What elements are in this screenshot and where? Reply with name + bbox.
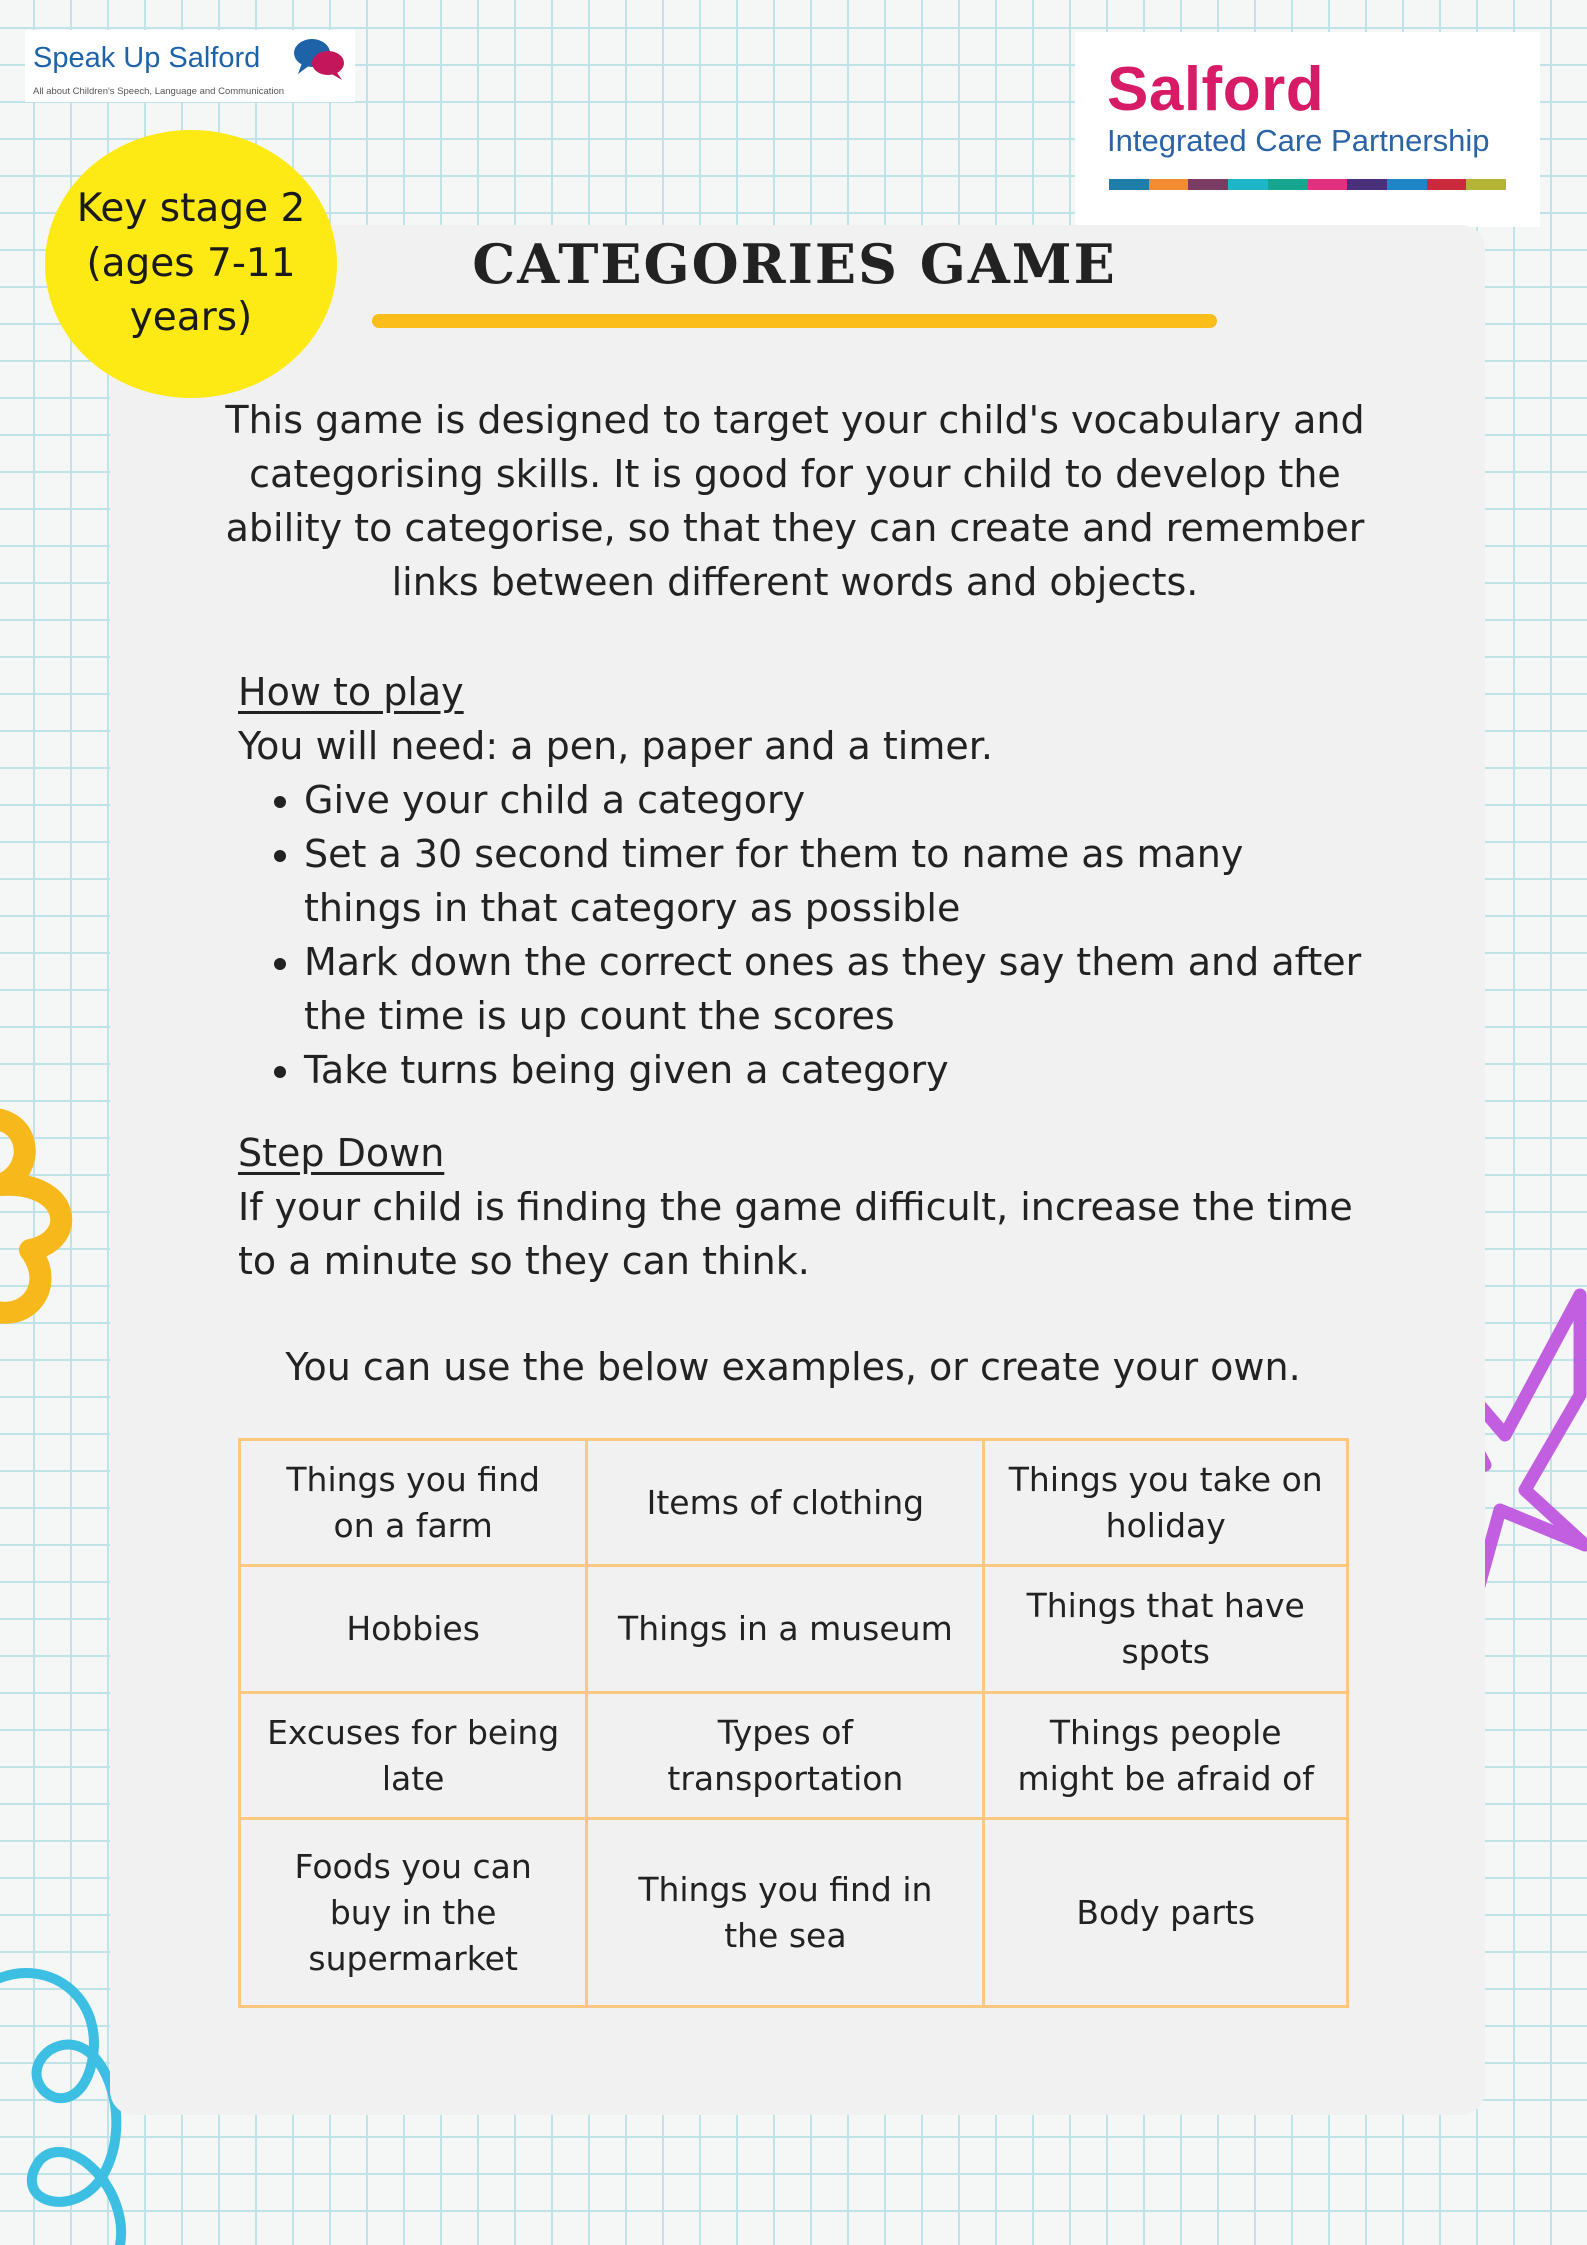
list-item: • Set a 30 second timer for them to name as many things in that category as possible — [304, 827, 1368, 935]
table-cell: Items of clothing — [587, 1440, 984, 1566]
materials-needed: You will need: a pen, paper and a timer. — [238, 724, 993, 768]
table-cell: Things that have spots — [984, 1566, 1348, 1692]
badge-line-2: (ages 7-11 — [86, 240, 296, 286]
table-row — [240, 1819, 1348, 2007]
table-row — [240, 1566, 1348, 1692]
table-cell: Things in a museum — [587, 1566, 984, 1692]
title-underline — [372, 314, 1217, 328]
color-stripe — [1149, 179, 1189, 190]
color-stripe — [1466, 179, 1506, 190]
salford-icp-subtitle: Integrated Care Partnership — [1107, 123, 1490, 158]
color-stripe — [1387, 179, 1427, 190]
table-cell: Foods you can buy in the supermarket — [240, 1819, 587, 2007]
speak-up-salford-name: Speak Up Salford — [33, 42, 261, 74]
table-cell: Types of transportation — [587, 1692, 984, 1818]
color-stripe — [1109, 179, 1149, 190]
list-item: • Give your child a category — [304, 773, 1368, 827]
step-down-text: If your child is finding the game difficult, increase the time to a minute so they can think. — [238, 1185, 1353, 1283]
color-stripe — [1427, 179, 1467, 190]
list-item: • Mark down the correct ones as they say them and after the time is up count the scores — [304, 935, 1368, 1043]
examples-note: You can use the below examples, or create your own. — [285, 1345, 1301, 1389]
color-stripe — [1347, 179, 1387, 190]
table-cell: Body parts — [984, 1819, 1348, 2007]
salford-icp-title: Salford — [1107, 55, 1325, 124]
color-stripe — [1228, 179, 1268, 190]
badge-line-1: Key stage 2 — [76, 186, 306, 232]
table-cell: Excuses for being late — [240, 1692, 587, 1818]
speak-up-salford-tagline: All about Children's Speech, Language and Communication — [33, 86, 285, 97]
table-cell: Things you find in the sea — [587, 1819, 984, 2007]
salford-icp-logo — [1075, 32, 1540, 227]
table-row — [240, 1692, 1348, 1818]
speech-bubbles-icon — [290, 36, 348, 82]
how-to-play-section — [238, 665, 1368, 1097]
list-item: • Take turns being given a category — [304, 1043, 1368, 1097]
flower-doodle — [0, 1090, 120, 1340]
color-stripe — [1308, 179, 1348, 190]
steps-list — [238, 773, 1368, 1097]
intro-paragraph: This game is designed to target your child's vocabulary and categorising skills. It is good for your child to develop the ability to categorise, so that they can create and remember links between different words and objects. — [225, 398, 1365, 604]
how-to-play-heading: How to play — [238, 670, 464, 714]
speak-up-salford-logo — [25, 30, 355, 102]
categories-table — [238, 1438, 1349, 2008]
table-cell: Hobbies — [240, 1566, 587, 1692]
badge-line-3: years) — [129, 295, 253, 341]
color-stripe — [1268, 179, 1308, 190]
step-down-section — [238, 1126, 1368, 1288]
color-stripe — [1188, 179, 1228, 190]
table-cell: Things you take on holiday — [984, 1440, 1348, 1566]
table-row — [240, 1440, 1348, 1566]
page-title: CATEGORIES GAME — [472, 232, 1117, 296]
key-stage-badge — [45, 130, 337, 398]
salford-icp-color-stripes — [1109, 179, 1506, 190]
table-cell: Things you find on a farm — [240, 1440, 587, 1566]
table-cell: Things people might be afraid of — [984, 1692, 1348, 1818]
step-down-heading: Step Down — [238, 1131, 445, 1175]
